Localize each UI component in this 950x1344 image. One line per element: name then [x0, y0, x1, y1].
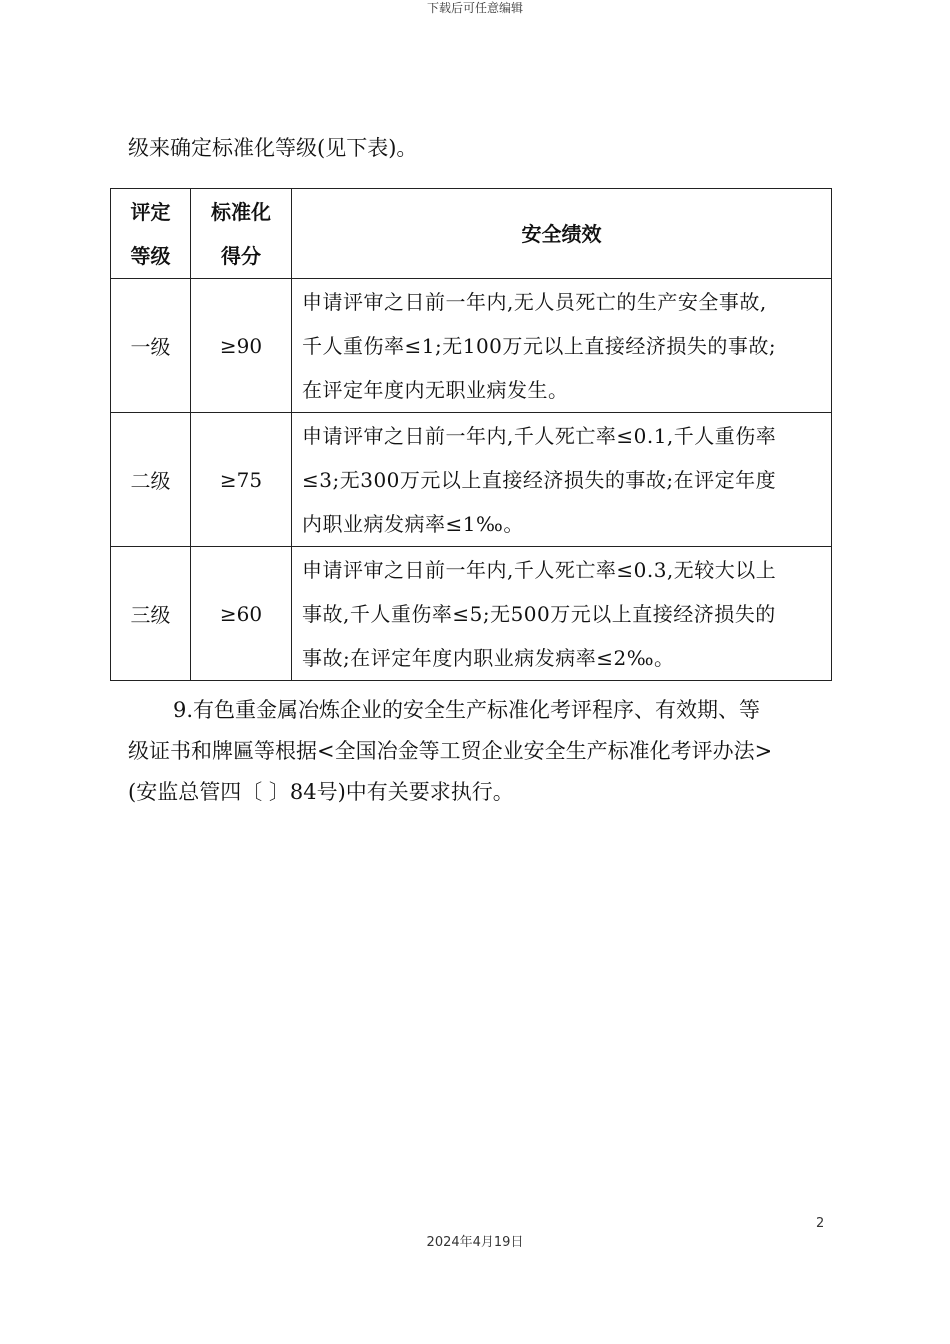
paragraph-line: 级证书和牌匾等根据<全国冶金等工贸企业安全生产标准化考评办法>	[128, 739, 773, 763]
performance-line: ≤3;无300万元以上直接经济损失的事故;在评定年度	[302, 467, 777, 492]
header-score-line: 标准化	[211, 199, 271, 224]
performance-line: 内职业病发病率≤1‰。	[302, 511, 524, 536]
grade-cell: 三级	[111, 547, 191, 681]
header-grade-line: 评定	[130, 199, 171, 224]
performance-cell	[292, 279, 832, 413]
performance-line: 事故,千人重伤率≤5;无500万元以上直接经济损失的	[302, 601, 776, 626]
paragraph-line: (安监总管四〔 〕84号)中有关要求执行。	[128, 780, 514, 804]
grade-cell: 二级	[111, 413, 191, 547]
intro-text: 级来确定标准化等级(见下表)。	[128, 136, 418, 160]
paragraph-line: 9.有色重金属冶炼企业的安全生产标准化考评程序、有效期、等	[173, 698, 761, 722]
page-number: 2	[816, 1216, 825, 1231]
score-cell: ≥90	[191, 279, 292, 413]
score-cell: ≥75	[191, 413, 292, 547]
table-row	[111, 279, 832, 413]
table-row	[111, 413, 832, 547]
performance-line: 申请评审之日前一年内,无人员死亡的生产安全事故,	[302, 289, 767, 314]
table-header-row	[111, 189, 832, 279]
performance-line: 千人重伤率≤1;无100万元以上直接经济损失的事故;	[302, 333, 777, 358]
header-score	[191, 189, 292, 279]
body-paragraph	[128, 690, 824, 813]
performance-line: 事故;在评定年度内职业病发病率≤2‰。	[302, 645, 675, 670]
performance-line: 申请评审之日前一年内,千人死亡率≤0.1,千人重伤率	[302, 423, 777, 448]
page-header: 下载后可任意编辑	[426, 1, 523, 15]
header-performance: 安全绩效	[292, 189, 832, 279]
header-grade-line: 等级	[130, 243, 171, 268]
performance-line: 申请评审之日前一年内,千人死亡率≤0.3,无较大以上	[302, 557, 777, 582]
performance-line: 在评定年度内无职业病发生。	[302, 377, 569, 402]
grade-cell: 一级	[111, 279, 191, 413]
page-footer-date: 2024年4月19日	[426, 1235, 524, 1250]
table-row	[111, 547, 832, 681]
performance-cell	[292, 547, 832, 681]
header-score-line: 得分	[221, 243, 261, 268]
score-cell: ≥60	[191, 547, 292, 681]
header-grade	[111, 189, 191, 279]
performance-cell	[292, 413, 832, 547]
safety-performance-table	[110, 188, 832, 681]
